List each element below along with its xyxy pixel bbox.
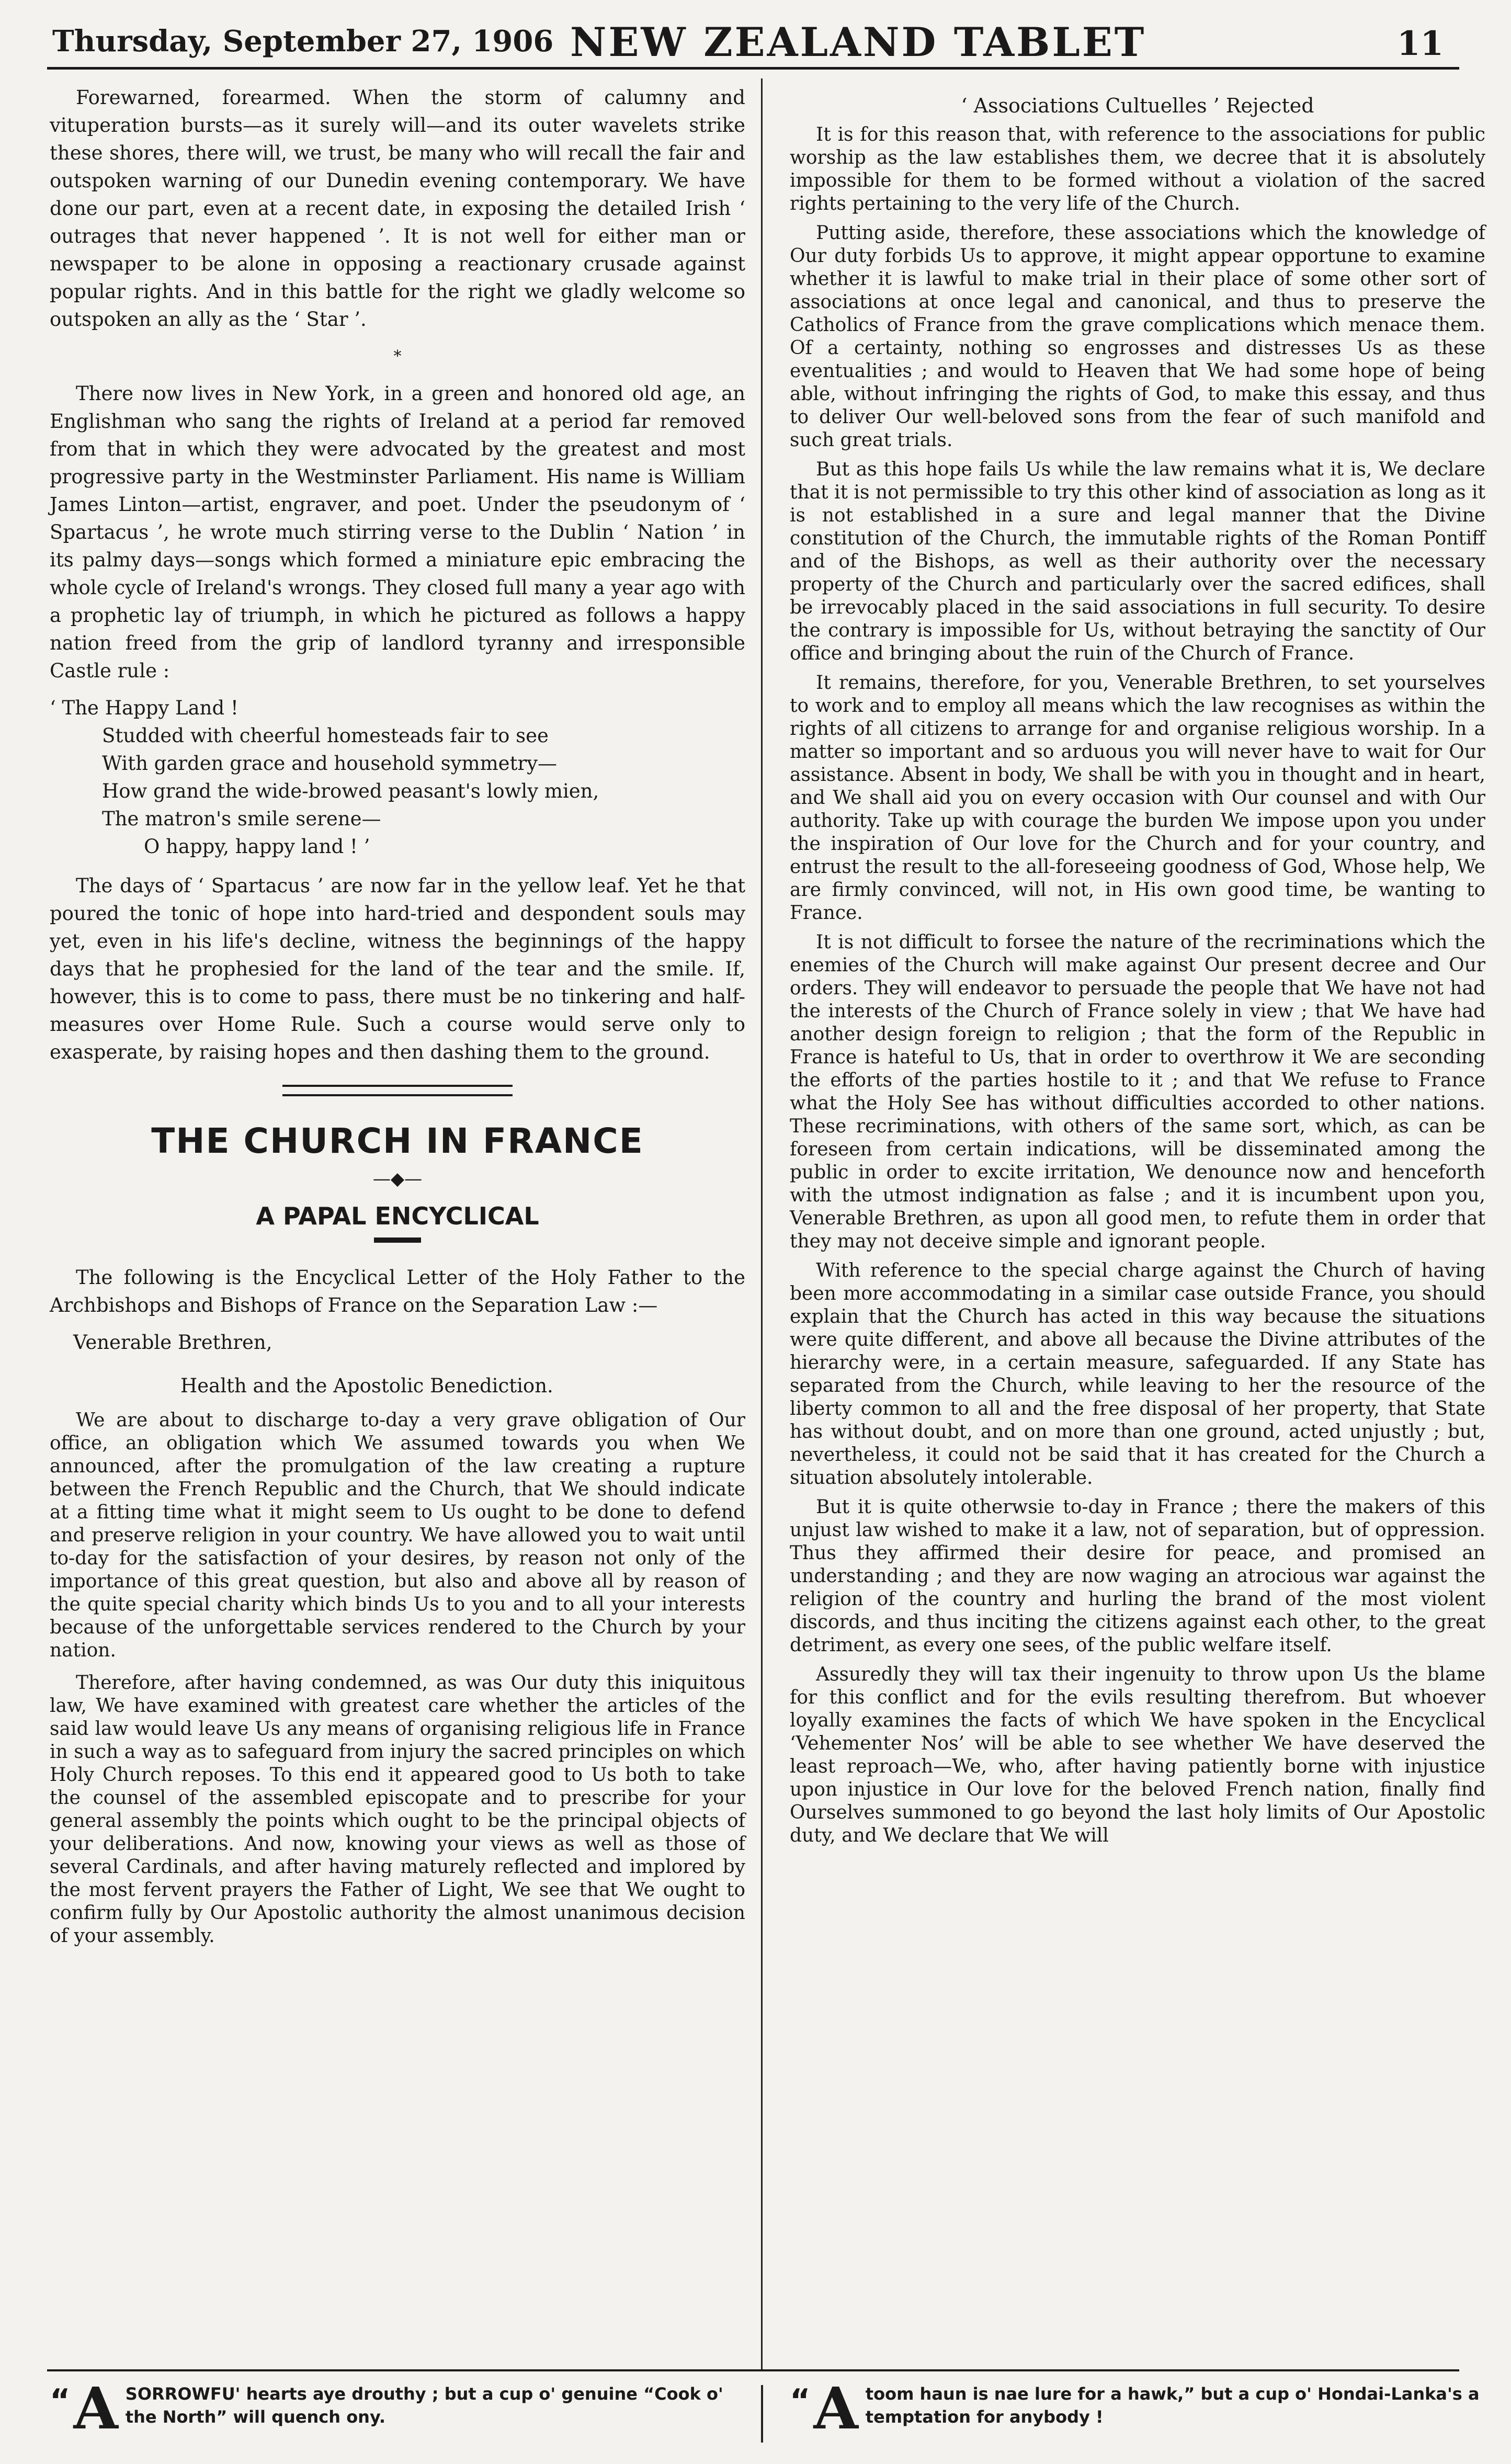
poem-line: Studded with cheerful homesteads fair to see xyxy=(102,724,549,747)
poem-line: ‘ The Happy Land ! xyxy=(50,697,238,719)
double-rule xyxy=(282,1085,513,1096)
salutation: Venerable Brethren, xyxy=(73,1331,272,1354)
advertisement-left xyxy=(50,2375,745,2442)
paragraph: But it is quite otherwsie to-day in France ; there the makers of this unjust law wished to make it a law, not of separation, but of oppression. Thus they affirmed their desire for peace, and promised an understanding ; and they are now waging an atrocious war against the religion of the country and hurling the brand of the most violent discords, and thus inciting the citizens against each other, to the great detriment, as every one sees, of the public welfare itself. xyxy=(790,1496,1485,1656)
salutation-benediction: Health and the Apostolic Benediction. xyxy=(180,1375,553,1397)
drop-cap: A xyxy=(813,2375,858,2442)
advertisement-divider xyxy=(761,2385,763,2443)
advertisement-text: SORROWFU' hearts aye drouthy ; but a cup o' genuine “Cook o' the North” will quench ony. xyxy=(125,2384,723,2427)
page-header xyxy=(47,15,1459,70)
paragraph: It is not difficult to forsee the nature of the recriminations which the enemies of the Church will make against Our present decree and Our orders. They will endeavor to persuade the people that We have not had the interests of the Church of France solely in view ; that We have had another design foreign to religion ; that the form of the Republic in France is hateful to Us, that in order to overthrow it We are seconding the efforts of the parties hostile to it ; and that We refuse to France what the Holy See has without difficulties accorded to other nations. These recriminations, with others of the same sort, which, as can be foreseen from certain indications, will be disseminated among the public in order to excite irritation, We denounce now and henceforth with the utmost indignation as false ; and it is incumbent upon you, Venerable Brethren, as upon all good men, to refute them in order that they may not deceive simple and ignorant people. xyxy=(790,932,1485,1252)
issue-date: Thursday, September 27, 1906 xyxy=(52,24,554,59)
page-number: 11 xyxy=(1396,24,1444,63)
right-column xyxy=(790,94,1485,1854)
article-headline: THE CHURCH IN FRANCE xyxy=(151,1121,644,1161)
left-column xyxy=(50,84,745,1957)
article-subheadline: A PAPAL ENCYCLICAL xyxy=(256,1202,539,1230)
paragraph: But as this hope fails Us while the law remains what it is, We declare that it is not permissible to try this other kind of association as long as it is not established in a sure and legal manner that the Divine constitution of the Church, the immutable rights of the Roman Pontiff and of the Bishops, as well as their authority over the necessary property of the Church and particularly over the sacred edifices, shall be irrevocably placed in the said associations in full security. To desire the contrary is impossible for Us, without betraying the sanctity of Our office and bringing about the ruin of the Church of France. xyxy=(790,459,1485,664)
paragraph: Therefore, after having condemned, as was Our duty this iniquitous law, We have examined with greatest care whether the articles of the said law would leave Us any means of organising religious life in France in such a way as to safeguard from injury the sacred principles on which Holy Church reposes. To this end it appeared good to Us both to take the counsel of the assembled episcopate and to prescribe for your general assembly the points which ought to be the principal objects of your deliberations. And now, knowing your views as well as those of several Cardinals, and after having maturely reflected and implored by the most fervent prayers the Father of Light, We see that We ought to confirm fully by Our Apostolic authority the almost unanimous decision of your assembly. xyxy=(50,1672,745,1947)
paragraph: We are about to discharge to-day a very grave obligation of Our office, an obligation which We assumed towards you when We announced, after the promulgation of the law creating a rupture between the French Republic and the Church, that We should indicate at a fitting time what it might seem to Us ought to be done to defend and preserve religion in your country. We have allowed you to wait until to-day for the satisfaction of your desires, by reason not only of the importance of this great question, but also and above all by reason of the quite special charity which binds Us to you and to all your interests because of the unforgettable services rendered to the Church by your nation. xyxy=(50,1410,745,1661)
paragraph: It is for this reason that, with reference to the associations for public worship as the law establishes them, we decree that it is absolutely impossible for them to be formed without a violation of the sacred rights pertaining to the very life of the Church. xyxy=(790,124,1485,214)
poem-line: The matron's smile serene— xyxy=(102,808,381,830)
paragraph: The days of ‘ Spartacus ’ are now far in the yellow leaf. Yet he that poured the tonic of hope into hard-tried and despondent souls may yet, even in his life's decline, witness the beginnings of the happy days that he prophesied for the land of the tear and the smile. If, however, this is to come to pass, there must be no tinkering and half-measures over Home Rule. Such a course would serve only to exasperate, by raising hopes and then dashing them to the ground. xyxy=(50,875,745,1063)
paragraph: The following is the Encyclical Letter of the Holy Father to the Archbishops and Bishops of France on the Separation Law :— xyxy=(50,1266,745,1316)
paragraph: Putting aside, therefore, these associations which the knowledge of Our duty forbids Us to approve, it might appear opportune to examine whether it is lawful to make trial in their place of some other sort of associations at once legal and canonical, and thus to preserve the Catholics of France from the grave complications which menace them. Of a certainty, nothing so engrosses and distresses Us as these eventualities ; and would to Heaven that We had some hope of being able, without infringing the rights of God, to make this essay, and thus to deliver Our well-beloved sons from the fear of such manifold and such great trials. xyxy=(790,222,1485,451)
open-quote: “ xyxy=(790,2382,811,2419)
footer-rule xyxy=(47,2369,1459,2371)
masthead-title: NEW ZEALAND TABLET xyxy=(570,19,1146,65)
advertisement-right xyxy=(790,2375,1485,2442)
paragraph: Assuredly they will tax their ingenuity to throw upon Us the blame for this conflict and for the evils resulting therefrom. But whoever loyally examines the facts of which We have spoken in the Encyclical ‘Vehementer Nos’ will be able to see whether We have deserved the least reproach—We, who, after having patiently borne with injustice upon injustice in Our love for the beloved French nation, finally find Ourselves summoned to go beyond the last holy limits of Our Apostolic duty, and We declare that We will xyxy=(790,1664,1485,1846)
ornament: —◆— xyxy=(372,1168,423,1189)
ornament-bar xyxy=(374,1237,421,1243)
open-quote: “ xyxy=(50,2382,71,2419)
paragraph: There now lives in New York, in a green and honored old age, an Englishman who sang the rights of Ireland at a period far removed from that in which they were advocated by the greatest and most progressive party in the Westminster Parliament. His name is William James Linton—artist, engraver, and poet. Under the pseudonym of ‘ Spartacus ’, he wrote much stirring verse to the Dublin ‘ Nation ’ in its palmy days—songs which formed a miniature epic embracing the whole cycle of Ireland's wrongs. They closed full many a year ago with a prophetic lay of triumph, in which he pictured as follows a happy nation freed from the grip of landlord tyranny and irresponsible Castle rule : xyxy=(50,382,745,682)
poem-line: O happy, happy land ! ’ xyxy=(144,835,370,858)
section-heading: ‘ Associations Cultuelles ’ Rejected xyxy=(961,94,1314,117)
column-divider xyxy=(761,78,763,2369)
poem-line: How grand the wide-browed peasant's lowly mien, xyxy=(102,780,599,802)
section-separator: * xyxy=(393,347,402,366)
paragraph: With reference to the special charge against the Church of having been more accommodating in a similar case outside France, you should explain that the Church has acted in this way because the situations were quite different, and above all because the Divine attributes of the hierarchy were, in a certain measure, safeguarded. If any State has separated from the Church, while leaving to her the resource of the liberty common to all and the free disposal of her property, that State has without doubt, and on more than one ground, acted unjustly ; but, nevertheless, it could not be said that it has created for the Church a situation absolutely intolerable. xyxy=(790,1260,1485,1489)
poem-line: With garden grace and household symmetry— xyxy=(102,752,558,775)
poem xyxy=(50,694,745,860)
paragraph: Forewarned, forearmed. When the storm of calumny and vituperation bursts—as it surely will—and its outer wavelets strike these shores, there will, we trust, be many who will recall the fair and outspoken warning of our Dunedin evening contemporary. We have done our part, even at a recent date, in exposing the detailed Irish ‘ outrages that never happened ’. It is not well for either man or newspaper to be alone in opposing a reactionary crusade against popular rights. And in this battle for the right we gladly welcome so outspoken an ally as the ‘ Star ’. xyxy=(50,86,745,331)
drop-cap: A xyxy=(73,2375,118,2442)
advertisement-text: toom haun is nae lure for a hawk,” but a cup o' Hondai-Lanka's a temptation for anybody ! xyxy=(865,2384,1480,2427)
paragraph: It remains, therefore, for you, Venerable Brethren, to set yourselves to work and to employ all means which the law recognises as within the rights of all citizens to arrange for and organise religious worship. In a matter so important and so arduous you will never have to wait for Our assistance. Absent in body, We shall be with you in thought and in heart, and We shall aid you on every occasion with Our counsel and with Our authority. Take up with courage the burden We impose upon you under the inspiration of Our love for the Church and for your country, and entrust the result to the all-foreseeing goodness of God, Whose help, We are firmly convinced, will not, in His own good time, be wanting to France. xyxy=(790,672,1485,924)
